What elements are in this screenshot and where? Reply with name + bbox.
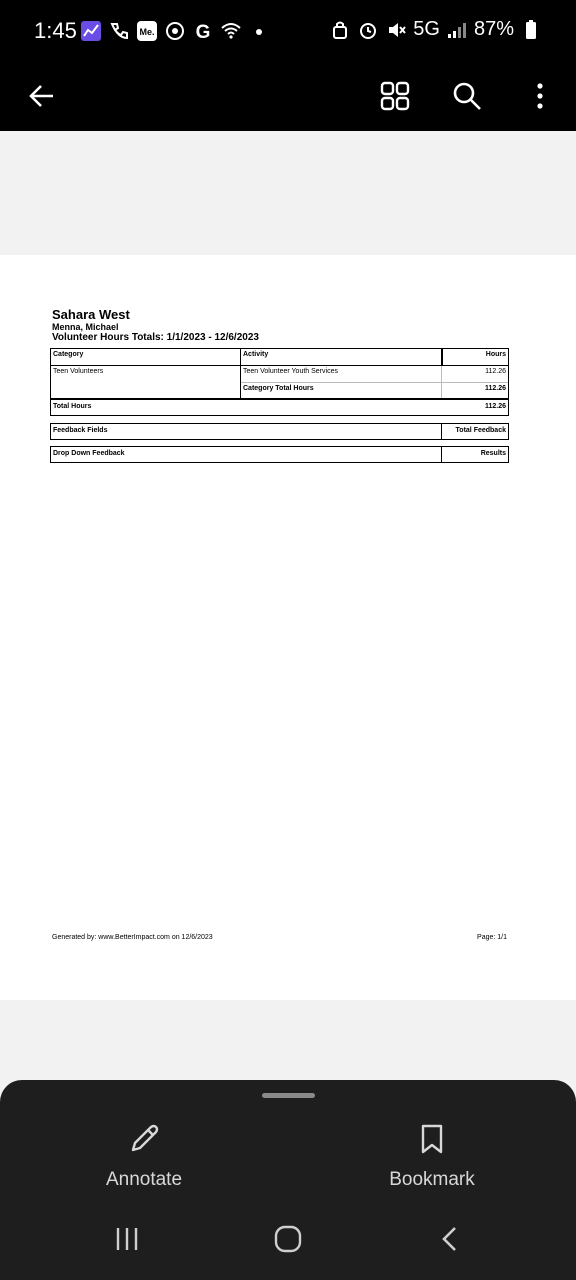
header-activity: Activity bbox=[243, 351, 269, 358]
document-page bbox=[0, 255, 576, 1000]
camera-icon bbox=[164, 20, 186, 42]
header-hours: Hours bbox=[485, 351, 506, 358]
footer-generated: Generated by: www.BetterImpact.com on 12/6/2023 bbox=[52, 934, 213, 941]
viewer-toolbar bbox=[0, 62, 576, 131]
total-hours-value: 112.26 bbox=[484, 403, 506, 410]
annotate-button[interactable] bbox=[69, 1122, 219, 1192]
row-category: Teen Volunteers bbox=[53, 368, 104, 375]
drop-down-feedback-label: Drop Down Feedback bbox=[53, 450, 125, 457]
signal-icon bbox=[446, 19, 468, 41]
google-icon bbox=[192, 20, 214, 42]
total-feedback-label: Total Feedback bbox=[455, 427, 506, 434]
row-activity: Teen Volunteer Youth Services bbox=[243, 368, 338, 375]
bookmark-label: Bookmark bbox=[389, 1169, 475, 1190]
chart-app-icon bbox=[80, 20, 102, 42]
search-icon[interactable] bbox=[445, 74, 489, 118]
status-time: 1:45 bbox=[34, 18, 77, 43]
sheet-drag-handle[interactable] bbox=[262, 1093, 315, 1098]
more-options-icon[interactable] bbox=[518, 74, 562, 118]
report-title: Volunteer Hours Totals: 1/1/2023 - 12/6/2023 bbox=[52, 332, 259, 343]
bookmark-icon bbox=[415, 1122, 449, 1161]
category-total-label: Category Total Hours bbox=[243, 385, 314, 392]
feedback-fields-label: Feedback Fields bbox=[53, 427, 108, 434]
notification-icons bbox=[80, 20, 270, 42]
battery-icon bbox=[520, 19, 542, 41]
pencil-icon bbox=[127, 1122, 161, 1161]
recent-apps-icon[interactable] bbox=[103, 1215, 151, 1263]
total-hours-row bbox=[50, 399, 509, 416]
back-arrow-icon[interactable] bbox=[20, 74, 64, 118]
svg-text:Me.: Me. bbox=[139, 27, 155, 37]
grid-view-icon[interactable] bbox=[373, 74, 417, 118]
status-bar bbox=[0, 0, 576, 62]
org-name: Sahara West bbox=[52, 307, 130, 322]
header-category: Category bbox=[53, 351, 84, 358]
results-label: Results bbox=[480, 450, 506, 457]
me-app-icon bbox=[136, 20, 158, 42]
lock-icon bbox=[329, 19, 351, 41]
footer-page: Page: 1/1 bbox=[477, 934, 507, 941]
network-type: 5G bbox=[413, 18, 440, 40]
alarm-icon bbox=[357, 19, 379, 41]
dot-icon bbox=[248, 20, 270, 42]
total-hours-label: Total Hours bbox=[53, 403, 92, 410]
bookmark-button[interactable] bbox=[357, 1122, 507, 1192]
back-icon[interactable] bbox=[426, 1215, 474, 1263]
svg-text:G: G bbox=[195, 22, 211, 42]
hours-table bbox=[50, 348, 509, 399]
drop-down-feedback-row bbox=[50, 446, 509, 463]
mute-icon bbox=[385, 19, 407, 41]
battery-percent: 87% bbox=[473, 18, 514, 40]
wifi-icon bbox=[220, 20, 242, 42]
category-total-value: 112.26 bbox=[484, 385, 506, 392]
system-nav-bar bbox=[0, 1197, 576, 1280]
feedback-fields-row bbox=[50, 423, 509, 440]
row-hours: 112.26 bbox=[485, 368, 506, 375]
annotate-label: Annotate bbox=[105, 1169, 183, 1190]
person-name: Menna, Michael bbox=[52, 322, 119, 332]
home-icon[interactable] bbox=[264, 1215, 312, 1263]
system-indicators bbox=[329, 18, 542, 41]
call-icon bbox=[108, 20, 130, 42]
